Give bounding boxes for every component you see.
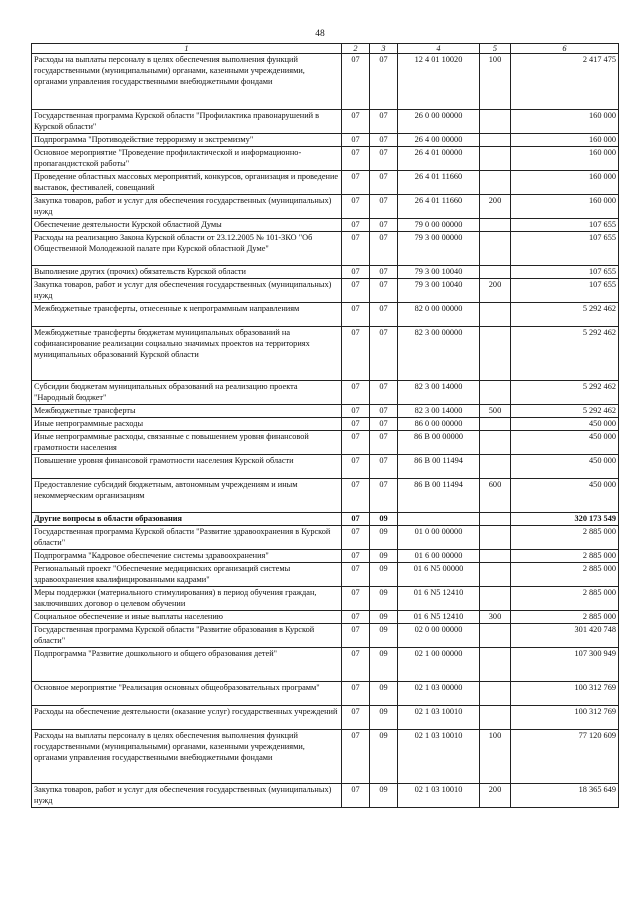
row-subsection: 07: [370, 327, 398, 381]
row-expense-type: [480, 706, 511, 730]
row-target-code: 82 3 00 00000: [398, 327, 480, 381]
row-expense-type: [480, 418, 511, 431]
row-amount: 18 365 649: [511, 784, 619, 808]
row-target-code: 01 0 00 00000: [398, 526, 480, 550]
budget-table: [31, 43, 619, 808]
row-amount: 160 000: [511, 195, 619, 219]
row-target-code: 02 1 03 10010: [398, 784, 480, 808]
table-row: [32, 682, 619, 706]
col-header: 6: [511, 44, 619, 54]
row-target-code: 01 6 N5 00000: [398, 563, 480, 587]
row-subsection: 07: [370, 219, 398, 232]
row-subsection: 09: [370, 682, 398, 706]
row-amount: 160 000: [511, 171, 619, 195]
row-amount: 100 312 769: [511, 682, 619, 706]
row-section: 07: [342, 266, 370, 279]
row-amount: 107 655: [511, 219, 619, 232]
row-expense-type: [480, 431, 511, 455]
row-subsection: 09: [370, 624, 398, 648]
row-name: Подпрограмма "Развитие дошкольного и общего образования детей": [32, 648, 342, 682]
row-section: 07: [342, 730, 370, 784]
row-amount: 5 292 462: [511, 381, 619, 405]
row-target-code: 86 В 00 11494: [398, 479, 480, 513]
row-expense-type: [480, 303, 511, 327]
row-subsection: 09: [370, 611, 398, 624]
row-amount: 160 000: [511, 110, 619, 134]
row-name: Повышение уровня финансовой грамотности населения Курской области: [32, 455, 342, 479]
row-subsection: 07: [370, 195, 398, 219]
row-target-code: 79 3 00 10040: [398, 266, 480, 279]
table-row: [32, 624, 619, 648]
row-section: 07: [342, 550, 370, 563]
row-amount: 450 000: [511, 479, 619, 513]
row-subsection: 09: [370, 706, 398, 730]
row-name: Иные непрограммные расходы: [32, 418, 342, 431]
row-expense-type: 600: [480, 479, 511, 513]
row-expense-type: [480, 513, 511, 526]
table-row: [32, 611, 619, 624]
row-subsection: 07: [370, 479, 398, 513]
row-target-code: 26 0 00 00000: [398, 110, 480, 134]
table-row: [32, 232, 619, 266]
row-section: 07: [342, 682, 370, 706]
row-expense-type: [480, 327, 511, 381]
row-name: Основное мероприятие "Проведение профилактической и информационно-пропагандистской работы": [32, 147, 342, 171]
row-amount: 2 885 000: [511, 587, 619, 611]
row-subsection: 07: [370, 110, 398, 134]
row-amount: 450 000: [511, 455, 619, 479]
table-row: [32, 134, 619, 147]
table-row: [32, 195, 619, 219]
row-expense-type: [480, 526, 511, 550]
row-section: 07: [342, 563, 370, 587]
table-row: [32, 381, 619, 405]
table-row: [32, 526, 619, 550]
row-name: Региональный проект "Обеспечение медицинских организаций системы здравоохранения квалифицированными кадрами": [32, 563, 342, 587]
row-name: Закупка товаров, работ и услуг для обеспечения государственных (муниципальных) нужд: [32, 784, 342, 808]
table-row: [32, 513, 619, 526]
table-row: [32, 784, 619, 808]
table-row: [32, 587, 619, 611]
row-subsection: 07: [370, 418, 398, 431]
row-expense-type: [480, 624, 511, 648]
row-target-code: 86 0 00 00000: [398, 418, 480, 431]
row-section: 07: [342, 147, 370, 171]
row-expense-type: 200: [480, 784, 511, 808]
row-section: 07: [342, 479, 370, 513]
row-amount: 107 655: [511, 232, 619, 266]
row-section: 07: [342, 784, 370, 808]
table-row: [32, 219, 619, 232]
row-target-code: 12 4 01 10020: [398, 54, 480, 110]
table-row: [32, 327, 619, 381]
row-expense-type: [480, 266, 511, 279]
row-amount: 301 420 748: [511, 624, 619, 648]
row-amount: 450 000: [511, 431, 619, 455]
row-expense-type: [480, 147, 511, 171]
row-amount: 450 000: [511, 418, 619, 431]
col-header: 2: [342, 44, 370, 54]
row-section: 07: [342, 195, 370, 219]
row-expense-type: 200: [480, 195, 511, 219]
row-target-code: 26 4 01 11660: [398, 195, 480, 219]
row-name: Социальное обеспечение и иные выплаты населению: [32, 611, 342, 624]
row-section: 07: [342, 526, 370, 550]
row-name: Государственная программа Курской области "Развитие здравоохранения в Курской области": [32, 526, 342, 550]
row-name: Субсидии бюджетам муниципальных образований на реализацию проекта "Народный бюджет": [32, 381, 342, 405]
row-name: Межбюджетные трансферты, отнесенные к непрограммным направлениям: [32, 303, 342, 327]
row-target-code: 82 3 00 14000: [398, 381, 480, 405]
row-expense-type: [480, 171, 511, 195]
row-name: Межбюджетные трансферты: [32, 405, 342, 418]
row-section: 07: [342, 381, 370, 405]
row-expense-type: [480, 682, 511, 706]
row-section: 07: [342, 513, 370, 526]
row-name: Предоставление субсидий бюджетным, автономным учреждениям и иным некоммерческим организациям: [32, 479, 342, 513]
row-subsection: 09: [370, 587, 398, 611]
table-row: [32, 266, 619, 279]
row-expense-type: [480, 587, 511, 611]
row-target-code: 82 0 00 00000: [398, 303, 480, 327]
row-name: Выполнение других (прочих) обязательств Курской области: [32, 266, 342, 279]
row-expense-type: [480, 110, 511, 134]
row-target-code: 01 6 00 00000: [398, 550, 480, 563]
row-name: Расходы на выплаты персоналу в целях обеспечения выполнения функций государственными (муниципальными) органами, казенными учреждениями, органами управления государственными внебюджетными фондами: [32, 54, 342, 110]
table-row: [32, 303, 619, 327]
row-subsection: 07: [370, 381, 398, 405]
row-subsection: 07: [370, 171, 398, 195]
row-subsection: 09: [370, 784, 398, 808]
table-row: [32, 455, 619, 479]
row-subsection: 07: [370, 405, 398, 418]
row-target-code: 01 6 N5 12410: [398, 611, 480, 624]
row-subsection: 09: [370, 526, 398, 550]
table-row: [32, 405, 619, 418]
row-target-code: 01 6 N5 12410: [398, 587, 480, 611]
row-name: Государственная программа Курской области "Развитие образования в Курской области": [32, 624, 342, 648]
col-header: 1: [32, 44, 342, 54]
row-subsection: 07: [370, 232, 398, 266]
row-subsection: 07: [370, 303, 398, 327]
row-amount: 5 292 462: [511, 303, 619, 327]
row-amount: 160 000: [511, 147, 619, 171]
row-name: Закупка товаров, работ и услуг для обеспечения государственных (муниципальных) нужд: [32, 279, 342, 303]
col-header: 5: [480, 44, 511, 54]
row-section: 07: [342, 624, 370, 648]
page-number: 48: [315, 29, 325, 39]
row-section: 07: [342, 110, 370, 134]
row-section: 07: [342, 418, 370, 431]
row-subsection: 09: [370, 550, 398, 563]
row-subsection: 07: [370, 455, 398, 479]
row-name: Другие вопросы в области образования: [32, 513, 342, 526]
row-section: 07: [342, 219, 370, 232]
row-expense-type: [480, 563, 511, 587]
row-subsection: 07: [370, 279, 398, 303]
row-section: 07: [342, 171, 370, 195]
row-section: 07: [342, 405, 370, 418]
row-section: 07: [342, 431, 370, 455]
row-name: Проведение областных массовых мероприятий, конкурсов, организация и проведение выставок, фестивалей, совещаний: [32, 171, 342, 195]
row-expense-type: [480, 550, 511, 563]
row-expense-type: 200: [480, 279, 511, 303]
row-section: 07: [342, 455, 370, 479]
row-section: 07: [342, 134, 370, 147]
row-subsection: 09: [370, 648, 398, 682]
row-target-code: 26 4 01 00000: [398, 147, 480, 171]
row-target-code: [398, 513, 480, 526]
row-expense-type: 500: [480, 405, 511, 418]
row-target-code: 02 1 03 10010: [398, 706, 480, 730]
row-subsection: 09: [370, 730, 398, 784]
row-expense-type: [480, 455, 511, 479]
row-name: Межбюджетные трансферты бюджетам муниципальных образований на софинансирование реализации социально значимых проектов на территориях муниципальных образований Курской области: [32, 327, 342, 381]
row-amount: 160 000: [511, 134, 619, 147]
table-row: [32, 110, 619, 134]
row-expense-type: 100: [480, 54, 511, 110]
row-subsection: 09: [370, 513, 398, 526]
row-target-code: 02 1 03 10010: [398, 730, 480, 784]
row-expense-type: [480, 219, 511, 232]
row-amount: 107 655: [511, 266, 619, 279]
row-section: 07: [342, 232, 370, 266]
row-name: Расходы на реализацию Закона Курской области от 23.12.2005 № 101-ЗКО "Об Общественной Молодежной палате при Курской областной Думе": [32, 232, 342, 266]
row-name: Расходы на обеспечение деятельности (оказание услуг) государственных учреждений: [32, 706, 342, 730]
row-expense-type: [480, 648, 511, 682]
row-name: Обеспечение деятельности Курской областной Думы: [32, 219, 342, 232]
col-header: 3: [370, 44, 398, 54]
row-amount: 2 885 000: [511, 526, 619, 550]
table-row: [32, 418, 619, 431]
row-target-code: 26 4 00 00000: [398, 134, 480, 147]
row-target-code: 02 0 00 00000: [398, 624, 480, 648]
row-expense-type: 300: [480, 611, 511, 624]
table-row: [32, 550, 619, 563]
row-subsection: 07: [370, 147, 398, 171]
row-amount: 77 120 609: [511, 730, 619, 784]
table-row: [32, 706, 619, 730]
row-amount: 107 655: [511, 279, 619, 303]
row-expense-type: 100: [480, 730, 511, 784]
table-row: [32, 648, 619, 682]
row-amount: 5 292 462: [511, 327, 619, 381]
row-name: Иные непрограммные расходы, связанные с повышением уровня финансовой грамотности населения: [32, 431, 342, 455]
row-target-code: 86 В 00 11494: [398, 455, 480, 479]
row-section: 07: [342, 303, 370, 327]
table-row: [32, 279, 619, 303]
row-target-code: 02 1 03 00000: [398, 682, 480, 706]
row-amount: 100 312 769: [511, 706, 619, 730]
row-name: Закупка товаров, работ и услуг для обеспечения государственных (муниципальных) нужд: [32, 195, 342, 219]
row-name: Подпрограмма "Кадровое обеспечение системы здравоохранения": [32, 550, 342, 563]
row-target-code: 86 В 00 00000: [398, 431, 480, 455]
row-target-code: 79 0 00 00000: [398, 219, 480, 232]
row-section: 07: [342, 587, 370, 611]
row-subsection: 09: [370, 563, 398, 587]
row-section: 07: [342, 706, 370, 730]
row-name: Государственная программа Курской области "Профилактика правонарушений в Курской области": [32, 110, 342, 134]
row-name: Подпрограмма "Противодействие терроризму и экстремизму": [32, 134, 342, 147]
header-row: [32, 44, 619, 54]
row-section: 07: [342, 279, 370, 303]
table-row: [32, 54, 619, 110]
row-subsection: 07: [370, 134, 398, 147]
row-name: Расходы на выплаты персоналу в целях обеспечения выполнения функций государственными (муниципальными) органами, казенными учреждениями, органами управления государственными внебюджетными фондами: [32, 730, 342, 784]
row-name: Основное мероприятие "Реализация основных общеобразовательных программ": [32, 682, 342, 706]
row-amount: 2 885 000: [511, 550, 619, 563]
row-subsection: 07: [370, 266, 398, 279]
row-name: Меры поддержки (материального стимулирования) в период обучения граждан, заключивших договор о целевом обучении: [32, 587, 342, 611]
row-section: 07: [342, 327, 370, 381]
row-section: 07: [342, 611, 370, 624]
row-amount: 2 417 475: [511, 54, 619, 110]
row-expense-type: [480, 381, 511, 405]
table-row: [32, 730, 619, 784]
row-target-code: 26 4 01 11660: [398, 171, 480, 195]
row-amount: 2 885 000: [511, 611, 619, 624]
row-expense-type: [480, 232, 511, 266]
row-section: 07: [342, 648, 370, 682]
row-target-code: 79 3 00 00000: [398, 232, 480, 266]
row-amount: 320 173 549: [511, 513, 619, 526]
col-header: 4: [398, 44, 480, 54]
row-amount: 107 300 949: [511, 648, 619, 682]
row-amount: 5 292 462: [511, 405, 619, 418]
table-row: [32, 431, 619, 455]
row-target-code: 79 3 00 10040: [398, 279, 480, 303]
row-section: 07: [342, 54, 370, 110]
row-target-code: 02 1 00 00000: [398, 648, 480, 682]
row-subsection: 07: [370, 431, 398, 455]
row-expense-type: [480, 134, 511, 147]
table-row: [32, 147, 619, 171]
table-row: [32, 563, 619, 587]
row-amount: 2 885 000: [511, 563, 619, 587]
row-subsection: 07: [370, 54, 398, 110]
row-target-code: 82 3 00 14000: [398, 405, 480, 418]
table-row: [32, 171, 619, 195]
table-row: [32, 479, 619, 513]
